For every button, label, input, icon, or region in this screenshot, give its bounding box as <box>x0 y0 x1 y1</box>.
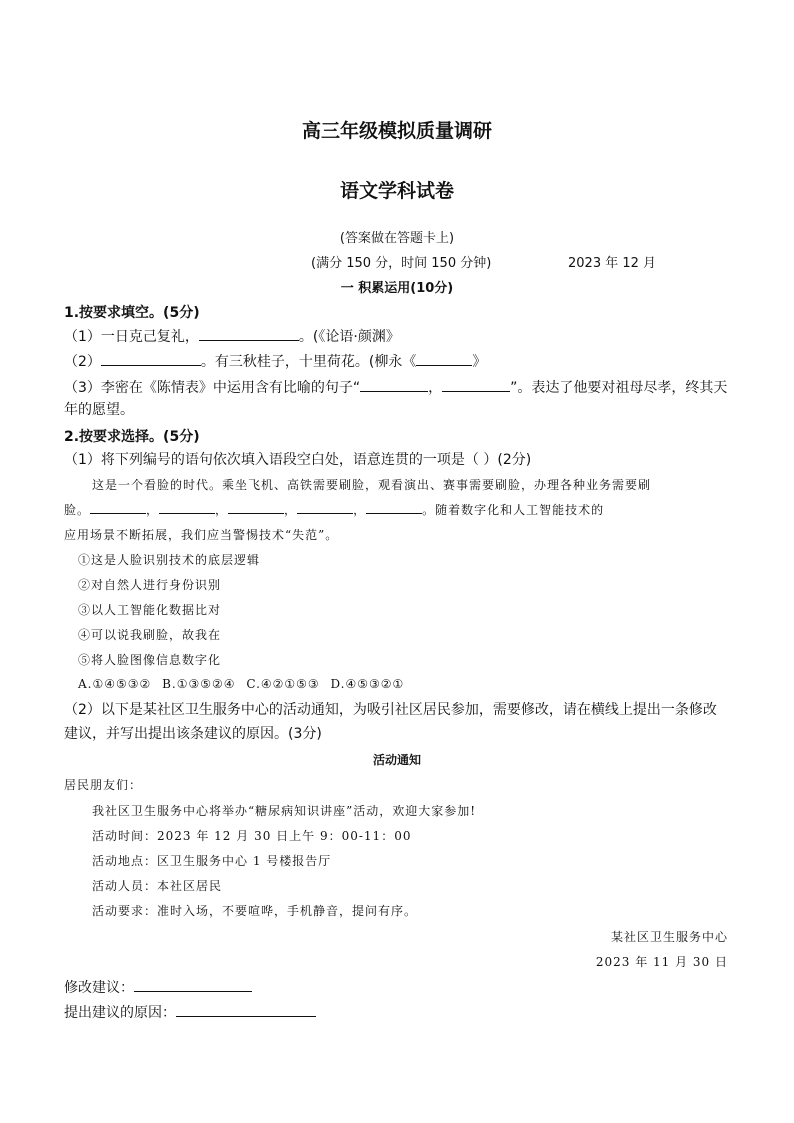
q1-item3-pre: （3）李密在《陈情表》中运用含有比喻的句子“ <box>64 380 361 396</box>
suggestion-label: 修改建议： <box>64 980 134 996</box>
notice-greeting: 居民朋友们： <box>64 778 143 792</box>
q1-item3-blank2[interactable] <box>442 376 510 392</box>
q1-item2-post: 。有三秋桂子，十里荷花。(柳永《 <box>200 354 417 370</box>
q1-item3-post: ”。表达了他要对祖母尽孝，终其天 <box>510 380 728 396</box>
exam-subject: 语文学科试卷 <box>339 180 454 202</box>
q1-item3-mid: ， <box>428 380 443 396</box>
notice-title: 活动通知 <box>372 753 421 767</box>
q1-item2-blank[interactable] <box>101 350 201 366</box>
notice-time: 活动时间：2023 年 12 月 30 日上午 9：00-11：00 <box>92 829 412 843</box>
answer-choices: A.①④⑤③② B.①③⑤②④ C.④②①⑤③ D.④⑤③②① <box>78 677 405 691</box>
passage-sep-1: ， <box>146 503 160 517</box>
passage-blank-2[interactable] <box>159 501 215 514</box>
passage-sep-4: ， <box>353 503 367 517</box>
passage-line1: 这是一个看脸的时代。乘坐飞机、高铁需要刷脸，观看演出、赛事需要刷脸，办理各种业务需要刷 <box>92 478 652 492</box>
q1-heading: 1.按要求填空。(5分) <box>64 305 200 321</box>
reason-row <box>64 1001 316 1023</box>
notice-date: 2023 年 11 月 30 日 <box>595 955 728 969</box>
passage-blank-5[interactable] <box>366 501 422 514</box>
q1-item2-blank2[interactable] <box>416 350 472 366</box>
q2-part2: （2）以下是某社区卫生服务中心的活动通知，为吸引社区居民参加，需要修改，请在横线上提出一条修改建议，并写出提出该条建议的原因。(3分) <box>64 702 717 742</box>
passage-blank-1[interactable] <box>90 501 146 514</box>
q1-item3 <box>64 376 727 398</box>
option-2: ②对自然人进行身份识别 <box>78 578 222 592</box>
passage-blank-4[interactable] <box>297 501 353 514</box>
passage-sep-3: ， <box>284 503 298 517</box>
q1-item1-pre: （1）一日克己复礼， <box>64 329 199 345</box>
answer-note: (答案做在答题卡上) <box>339 231 455 246</box>
reason-answer-line[interactable] <box>176 1001 316 1017</box>
q1-item1 <box>64 325 400 347</box>
passage-blank-3[interactable] <box>228 501 284 514</box>
passage-line2-post: 。随着数字化和人工智能技术的 <box>422 503 605 517</box>
exam-date: 2023 年 12 月 <box>568 256 657 271</box>
q1-item2-pre: （2） <box>64 354 101 370</box>
q1-item2-end: 》 <box>472 354 487 370</box>
passage-line2 <box>64 501 604 518</box>
passage-line3: 应用场景不断拓展，我们应当警惕技术“失范”。 <box>64 528 339 542</box>
q1-item1-blank[interactable] <box>199 325 299 341</box>
score-time: (满分 150 分，时间 150 分钟) <box>311 256 492 271</box>
suggestion-row <box>64 976 252 998</box>
q2-heading: 2.按要求选择。(5分) <box>64 429 200 445</box>
q2-part1: （1）将下列编号的语句依次填入语段空白处，语意连贯的一项是（ ）(2分) <box>64 452 532 468</box>
option-1: ①这是人脸识别技术的底层逻辑 <box>78 553 261 567</box>
q1-item1-post: 。(《论语·颜渊》 <box>298 329 400 345</box>
q1-item3-line2: 年的愿望。 <box>64 402 134 418</box>
option-3: ③以人工智能化数据比对 <box>78 603 222 617</box>
notice-requirements: 活动要求：准时入场，不要喧哗，手机静音，提问有序。 <box>92 904 418 918</box>
passage-sep-2: ， <box>215 503 229 517</box>
notice-signature: 某社区卫生服务中心 <box>610 930 728 944</box>
notice-line1: 我社区卫生服务中心将举办“糖尿病知识讲座”活动，欢迎大家参加! <box>92 804 477 818</box>
option-4: ④可以说我刷脸，故我在 <box>78 628 222 642</box>
exam-title: 高三年级模拟质量调研 <box>301 120 492 142</box>
reason-label: 提出建议的原因： <box>64 1005 176 1021</box>
q1-item2 <box>64 350 486 372</box>
option-5: ⑤将人脸图像信息数字化 <box>78 653 222 667</box>
suggestion-answer-line[interactable] <box>134 976 252 992</box>
passage-line2-pre: 脸。 <box>64 503 91 517</box>
section-heading: 一 积累运用(10分) <box>340 281 454 296</box>
notice-people: 活动人员：本社区居民 <box>92 879 223 893</box>
notice-place: 活动地点：区卫生服务中心 1 号楼报告厅 <box>92 854 332 868</box>
q1-item3-blank1[interactable] <box>360 376 428 392</box>
